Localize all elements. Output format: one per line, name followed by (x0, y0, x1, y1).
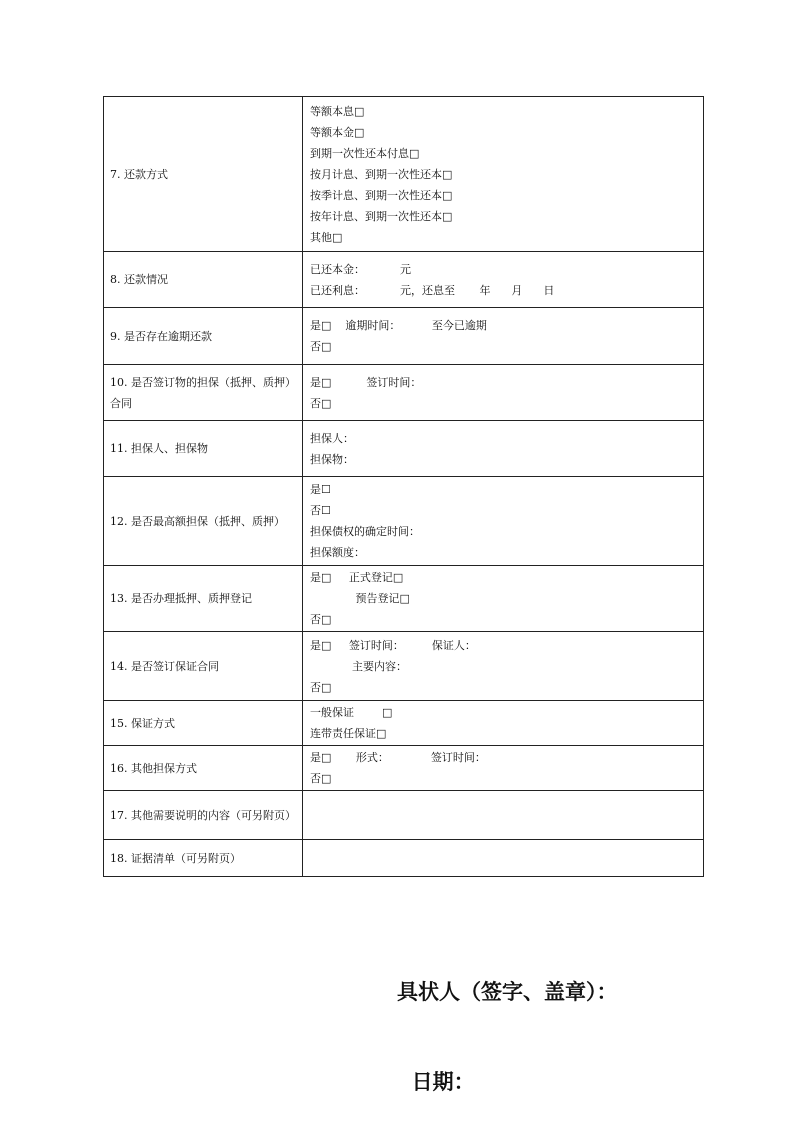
content-line: 担保额度： (310, 546, 365, 559)
row-content (303, 365, 704, 421)
row-label: 11. 担保人、担保物 (104, 421, 303, 477)
row-content (303, 97, 704, 252)
content-line: 担保物： (310, 452, 354, 466)
content-line: 一般保证 □ (310, 706, 393, 719)
row-label: 15. 保证方式 (104, 701, 303, 746)
signature-block (397, 917, 618, 1127)
content-line: 是□ 签订时间： 保证人： (310, 638, 476, 652)
content-line: 预告登记□ (310, 592, 410, 605)
complaint-form-table (103, 96, 704, 877)
content-line: 等额本息□ (310, 104, 365, 118)
content-line: 已还本金： 元 (310, 262, 411, 276)
row-label: 17. 其他需要说明的内容（可另附页） (104, 791, 303, 840)
date-label: 日期： (397, 1069, 475, 1094)
row-content (303, 308, 704, 365)
form-row (104, 840, 704, 877)
form-row (104, 477, 704, 566)
content-line: 已还利息： 元，还息至 年 月 日 (310, 283, 555, 297)
form-row (104, 701, 704, 746)
row-label: 18. 证据清单（可另附页） (104, 840, 303, 877)
content-line: 否□ (310, 396, 332, 410)
form-row (104, 632, 704, 701)
content-line: 是□ 签订时间： (310, 375, 422, 389)
form-row (104, 421, 704, 477)
row-label: 14. 是否签订保证合同 (104, 632, 303, 701)
content-line: 否□ (310, 772, 332, 785)
content-line: 其他□ (310, 230, 343, 244)
content-line: 是□ 逾期时间： 至今已逾期 (310, 319, 487, 332)
row-label: 12. 是否最高额担保（抵押、质押） (104, 477, 303, 566)
row-content (303, 477, 704, 566)
row-label: 7. 还款方式 (104, 97, 303, 252)
content-line: 主要内容： (310, 659, 407, 673)
content-line: 等额本金□ (310, 125, 365, 139)
content-line: 担保人： (310, 431, 354, 445)
signer-label: 具状人（签字、盖章）： (397, 979, 618, 1004)
content-line: 是□ 正式登记□ (310, 571, 404, 584)
content-line: 否☐ (310, 504, 331, 517)
content-line: 按季计息、到期一次性还本□ (310, 188, 453, 202)
content-line: 否□ (310, 340, 332, 353)
row-content (303, 421, 704, 477)
content-line: 是☐ (310, 483, 331, 496)
form-row (104, 308, 704, 365)
row-label: 13. 是否办理抵押、质押登记 (104, 566, 303, 632)
form-row (104, 791, 704, 840)
row-label: 16. 其他担保方式 (104, 746, 303, 791)
row-label: 10. 是否签订物的担保（抵押、质押）合同 (104, 365, 303, 421)
form-row (104, 566, 704, 632)
content-line: 是□ 形式： 签订时间： (310, 751, 486, 764)
row-content (303, 701, 704, 746)
row-content (303, 840, 704, 877)
row-label: 9. 是否存在逾期还款 (104, 308, 303, 365)
content-line: 按月计息、到期一次性还本□ (310, 167, 453, 181)
form-row (104, 97, 704, 252)
row-label: 8. 还款情况 (104, 252, 303, 308)
content-line: 否□ (310, 613, 332, 626)
row-content (303, 252, 704, 308)
row-content (303, 791, 704, 840)
content-line: 按年计息、到期一次性还本□ (310, 209, 453, 223)
row-content (303, 632, 704, 701)
form-row (104, 746, 704, 791)
content-line: 连带责任保证□ (310, 727, 387, 740)
row-content (303, 566, 704, 632)
content-line: 到期一次性还本付息□ (310, 146, 420, 160)
form-row (104, 252, 704, 308)
row-content (303, 746, 704, 791)
content-line: 担保债权的确定时间： (310, 525, 420, 538)
content-line: 否□ (310, 680, 332, 694)
form-row (104, 365, 704, 421)
